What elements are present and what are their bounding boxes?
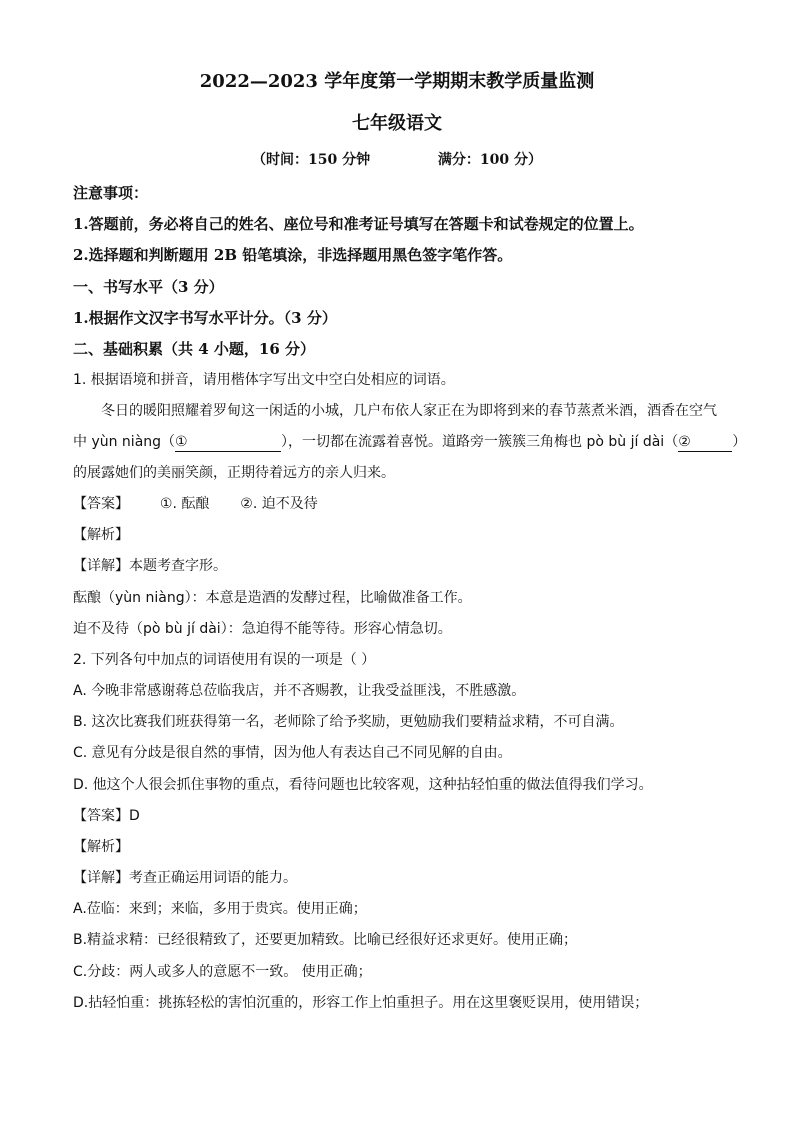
q1-blank-2: ② bbox=[678, 434, 732, 452]
q2-option-a: A. 今晚非常感谢蒋总莅临我店，并不吝赐教，让我受益匪浅，不胜感激。 bbox=[73, 683, 526, 699]
q1-explanation-2: 迫不及待（pò bù jí dài）：急迫得不能等待。形容心情急切。 bbox=[73, 621, 452, 637]
exam-score: 满分：100 分） bbox=[437, 152, 542, 168]
section2-heading: 二、基础积累（共 4 小题，16 分） bbox=[73, 340, 315, 358]
exam-time: （时间：150 分钟 bbox=[252, 152, 371, 168]
q2-option-c: C. 意见有分歧是很自然的事情，因为他人有表达自己不同见解的自由。 bbox=[73, 745, 512, 761]
section1-item: 1.根据作文汉字书写水平计分。（3 分） bbox=[73, 309, 337, 327]
q2-explanation-b: B.精益求精：已经很精致了，还要更加精致。比喻已经很好还求更好。使用正确； bbox=[73, 932, 578, 948]
q2-stem: 2. 下列各句中加点的词语使用有误的一项是（ ） bbox=[73, 652, 376, 668]
q2-explanation-d: D.拈轻怕重：挑拣轻松的害怕沉重的，形容工作上怕重担子。用在这里褒贬误用，使用错误； bbox=[73, 995, 649, 1011]
q1-paragraph-line-1: 冬日的暖阳照耀着罗甸这一闲适的小城，几户布依人家正在为即将到来的春节蒸煮米酒，酒香在空气 bbox=[101, 403, 717, 419]
q2-answer: 【答案】D bbox=[73, 808, 140, 824]
q2-option-d: D. 他这个人很会抓住事物的重点，看待问题也比较客观，这种拈轻怕重的做法值得我们学习。 bbox=[73, 777, 653, 793]
q1-paragraph-line-2: 中 yùn niàng（① ），一切都在流露着喜悦。道路旁一簇簇三角梅也 pò bù jí dài（② ） bbox=[73, 434, 747, 450]
q1-stem: 1. 根据语境和拼音，请用楷体字写出文中空白处相应的词语。 bbox=[73, 372, 455, 388]
section1-heading: 一、书写水平（3 分） bbox=[73, 278, 224, 296]
page-title: 2022—2023 学年度第一学期期末教学质量监测 bbox=[199, 71, 595, 92]
note-item-2: 2.选择题和判断题用 2B 铅笔填涂，非选择题用黑色签字笔作答。 bbox=[73, 246, 513, 264]
q1-explanation-1: 酝酿（yùn niàng）：本意是造酒的发酵过程，比喻做准备工作。 bbox=[73, 590, 472, 606]
page-subtitle: 七年级语文 bbox=[352, 113, 442, 134]
answer-1: ①. 酝酿 bbox=[159, 496, 210, 512]
q1-detail: 【详解】本题考查字形。 bbox=[73, 558, 227, 574]
notes-heading: 注意事项： bbox=[73, 184, 149, 202]
answer-2: ②. 迫不及待 bbox=[240, 496, 318, 512]
q1-analysis-label: 【解析】 bbox=[73, 527, 129, 543]
q1-blank-1: ① bbox=[175, 434, 281, 452]
note-item-1: 1.答题前，务必将自己的姓名、座位号和准考证号填写在答题卡和试卷规定的位置上。 bbox=[73, 215, 644, 233]
q2-explanation-c: C.分歧：两人或多人的意愿不一致。 使用正确； bbox=[73, 964, 372, 980]
q2-analysis-label: 【解析】 bbox=[73, 839, 129, 855]
answer-label: 【答案】 bbox=[73, 496, 129, 512]
q2-detail: 【详解】考查正确运用词语的能力。 bbox=[73, 870, 297, 886]
exam-meta bbox=[0, 150, 794, 170]
q2-explanation-a: A.莅临：来到；来临，多用于贵宾。使用正确； bbox=[73, 901, 367, 917]
q1-answer bbox=[73, 494, 318, 514]
q2-option-b: B. 这次比赛我们班获得第一名，老师除了给予奖励，更勉励我们要精益求精，不可自满。 bbox=[73, 714, 624, 730]
q1-paragraph-line-3: 的展露她们的美丽笑颜，正期待着远方的亲人归来。 bbox=[73, 465, 395, 481]
